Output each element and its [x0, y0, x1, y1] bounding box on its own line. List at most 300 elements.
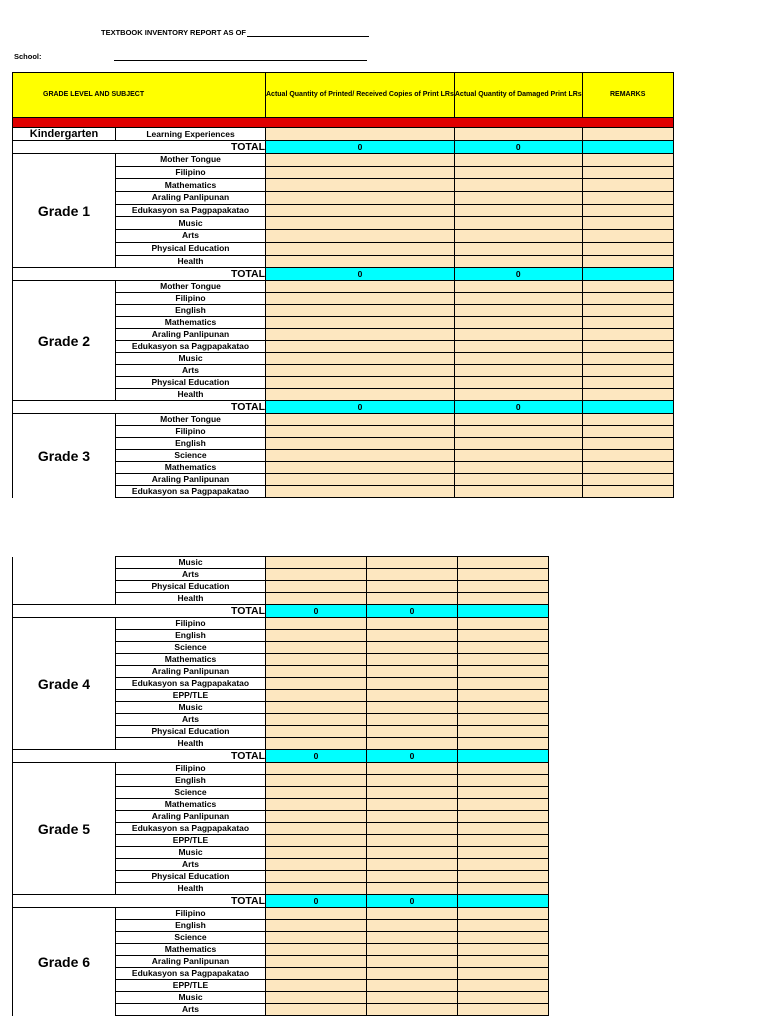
total-remarks [458, 605, 549, 618]
subject-name: Mother Tongue [116, 154, 266, 167]
damaged-qty-cell[interactable] [454, 414, 582, 426]
subject-name: Mathematics [116, 179, 266, 192]
subject-name: Music [116, 217, 266, 230]
remarks-cell[interactable] [458, 932, 549, 944]
received-qty-cell[interactable] [266, 980, 367, 992]
report-title: TEXTBOOK INVENTORY REPORT AS OF [101, 28, 247, 37]
subject-name: Music [116, 557, 266, 569]
remarks-cell[interactable] [458, 642, 549, 654]
received-qty-cell[interactable] [266, 166, 455, 179]
total-row [13, 895, 549, 908]
total-damaged: 0 [454, 141, 582, 154]
remarks-cell[interactable] [582, 305, 673, 317]
received-qty-cell[interactable] [266, 414, 455, 426]
subject-name: Science [116, 450, 266, 462]
col-header-actual-received: Actual Quantity of Printed/ Received Copies of Print LRs [266, 73, 455, 118]
subject-name: Music [116, 702, 266, 714]
damaged-qty-cell[interactable] [367, 992, 458, 1004]
remarks-cell[interactable] [458, 968, 549, 980]
subject-name: Edukasyon sa Pagpapakatao [116, 341, 266, 353]
received-qty-cell[interactable] [266, 128, 455, 141]
remarks-cell[interactable] [458, 835, 549, 847]
received-qty-cell[interactable] [266, 389, 455, 401]
subject-name: Arts [116, 365, 266, 377]
received-qty-cell[interactable] [266, 341, 455, 353]
damaged-qty-cell[interactable] [367, 859, 458, 871]
damaged-qty-cell[interactable] [367, 593, 458, 605]
remarks-cell[interactable] [458, 811, 549, 823]
school-label: School: [14, 52, 42, 61]
received-qty-cell[interactable] [266, 293, 455, 305]
subject-name: Edukasyon sa Pagpapakatao [116, 486, 266, 498]
subject-name: Araling Panlipunan [116, 474, 266, 486]
remarks-cell[interactable] [458, 1004, 549, 1016]
grade-label: Grade 4 [13, 618, 116, 750]
total-damaged: 0 [367, 605, 458, 618]
received-qty-cell[interactable] [266, 179, 455, 192]
received-qty-cell[interactable] [266, 775, 367, 787]
received-qty-cell[interactable] [266, 305, 455, 317]
remarks-cell[interactable] [582, 341, 673, 353]
received-qty-cell[interactable] [266, 192, 455, 205]
damaged-qty-cell[interactable] [454, 255, 582, 268]
grade-label: Grade 6 [13, 908, 116, 1016]
subject-name: Arts [116, 569, 266, 581]
received-qty-cell[interactable] [266, 883, 367, 895]
damaged-qty-cell[interactable] [367, 799, 458, 811]
total-damaged: 0 [367, 895, 458, 908]
received-qty-cell[interactable] [266, 920, 367, 932]
total-received: 0 [266, 268, 455, 281]
inventory-table-page-1 [12, 72, 674, 498]
damaged-qty-cell[interactable] [454, 329, 582, 341]
remarks-cell[interactable] [458, 666, 549, 678]
damaged-qty-cell[interactable] [367, 944, 458, 956]
damaged-qty-cell[interactable] [367, 823, 458, 835]
received-qty-cell[interactable] [266, 569, 367, 581]
remarks-cell[interactable] [458, 581, 549, 593]
red-separator-row [13, 118, 674, 128]
subject-name: Mathematics [116, 944, 266, 956]
received-qty-cell[interactable] [266, 968, 367, 980]
damaged-qty-cell[interactable] [454, 426, 582, 438]
remarks-cell[interactable] [582, 486, 673, 498]
remarks-cell[interactable] [582, 329, 673, 341]
total-damaged: 0 [367, 750, 458, 763]
damaged-qty-cell[interactable] [454, 389, 582, 401]
received-qty-cell[interactable] [266, 462, 455, 474]
received-qty-cell[interactable] [266, 726, 367, 738]
remarks-cell[interactable] [458, 980, 549, 992]
subject-name: Filipino [116, 618, 266, 630]
total-damaged: 0 [454, 268, 582, 281]
damaged-qty-cell[interactable] [454, 462, 582, 474]
col-header-actual-damaged: Actual Quantity of Damaged Print LRs [454, 73, 582, 118]
damaged-qty-cell[interactable] [454, 179, 582, 192]
total-label: TOTAL [116, 895, 266, 908]
subject-name: Physical Education [116, 726, 266, 738]
remarks-cell[interactable] [458, 714, 549, 726]
damaged-qty-cell[interactable] [454, 353, 582, 365]
grade-label: Grade 3 [13, 414, 116, 498]
remarks-cell[interactable] [458, 678, 549, 690]
remarks-cell[interactable] [458, 775, 549, 787]
received-qty-cell[interactable] [266, 908, 367, 920]
subject-row [13, 763, 549, 775]
subject-row [13, 414, 674, 426]
received-qty-cell[interactable] [266, 242, 455, 255]
total-received: 0 [266, 141, 455, 154]
remarks-cell[interactable] [582, 450, 673, 462]
damaged-qty-cell[interactable] [454, 128, 582, 141]
remarks-cell[interactable] [582, 217, 673, 230]
subject-name: English [116, 305, 266, 317]
received-qty-cell[interactable] [266, 763, 367, 775]
received-qty-cell[interactable] [266, 581, 367, 593]
remarks-cell[interactable] [458, 593, 549, 605]
inventory-table-page-2 [12, 556, 549, 1016]
subject-name: Physical Education [116, 581, 266, 593]
received-qty-cell[interactable] [266, 811, 367, 823]
remarks-cell[interactable] [458, 799, 549, 811]
damaged-qty-cell[interactable] [367, 763, 458, 775]
subject-row [13, 154, 674, 167]
grade-label: Grade 5 [13, 763, 116, 895]
subject-name: Edukasyon sa Pagpapakatao [116, 968, 266, 980]
received-qty-cell[interactable] [266, 630, 367, 642]
total-row [13, 750, 549, 763]
remarks-cell[interactable] [458, 738, 549, 750]
received-qty-cell[interactable] [266, 317, 455, 329]
subject-name: Mathematics [116, 462, 266, 474]
remarks-cell[interactable] [582, 365, 673, 377]
received-qty-cell[interactable] [266, 871, 367, 883]
subject-name: Filipino [116, 293, 266, 305]
received-qty-cell[interactable] [266, 593, 367, 605]
received-qty-cell[interactable] [266, 618, 367, 630]
remarks-cell[interactable] [582, 474, 673, 486]
received-qty-cell[interactable] [266, 992, 367, 1004]
subject-name: Filipino [116, 763, 266, 775]
header-row [13, 73, 674, 118]
remarks-cell[interactable] [582, 414, 673, 426]
damaged-qty-cell[interactable] [367, 811, 458, 823]
subject-name: Filipino [116, 908, 266, 920]
subject-name: EPP/TLE [116, 980, 266, 992]
remarks-cell[interactable] [458, 726, 549, 738]
subject-name: EPP/TLE [116, 835, 266, 847]
damaged-qty-cell[interactable] [454, 486, 582, 498]
damaged-qty-cell[interactable] [367, 630, 458, 642]
damaged-qty-cell[interactable] [367, 690, 458, 702]
remarks-cell[interactable] [582, 128, 673, 141]
remarks-cell[interactable] [458, 787, 549, 799]
subject-name: Physical Education [116, 377, 266, 389]
received-qty-cell[interactable] [266, 438, 455, 450]
damaged-qty-cell[interactable] [367, 738, 458, 750]
damaged-qty-cell[interactable] [454, 242, 582, 255]
damaged-qty-cell[interactable] [454, 204, 582, 217]
damaged-qty-cell[interactable] [367, 956, 458, 968]
total-remarks [458, 750, 549, 763]
subject-name: English [116, 920, 266, 932]
total-received: 0 [266, 605, 367, 618]
subject-row [13, 128, 674, 141]
date-blank-line [247, 36, 369, 37]
remarks-cell[interactable] [458, 690, 549, 702]
grade-label: Grade 2 [13, 281, 116, 401]
remarks-cell[interactable] [458, 883, 549, 895]
damaged-qty-cell[interactable] [454, 365, 582, 377]
damaged-qty-cell[interactable] [367, 569, 458, 581]
remarks-cell[interactable] [582, 230, 673, 243]
damaged-qty-cell[interactable] [367, 726, 458, 738]
remarks-cell[interactable] [582, 242, 673, 255]
remarks-cell[interactable] [582, 293, 673, 305]
received-qty-cell[interactable] [266, 154, 455, 167]
remarks-cell[interactable] [458, 859, 549, 871]
school-blank-line [114, 60, 367, 61]
total-row [13, 268, 674, 281]
subject-row [13, 281, 674, 293]
remarks-cell[interactable] [582, 166, 673, 179]
remarks-cell[interactable] [458, 992, 549, 1004]
damaged-qty-cell[interactable] [454, 230, 582, 243]
subject-row [13, 908, 549, 920]
subject-name: English [116, 438, 266, 450]
remarks-cell[interactable] [458, 823, 549, 835]
received-qty-cell[interactable] [266, 450, 455, 462]
subject-name: Physical Education [116, 871, 266, 883]
received-qty-cell[interactable] [266, 217, 455, 230]
remarks-cell[interactable] [582, 426, 673, 438]
grade-continued-cell [13, 557, 116, 605]
damaged-qty-cell[interactable] [454, 154, 582, 167]
total-label: TOTAL [116, 605, 266, 618]
received-qty-cell[interactable] [266, 944, 367, 956]
subject-name: Arts [116, 1004, 266, 1016]
subject-row [13, 618, 549, 630]
remarks-cell[interactable] [458, 569, 549, 581]
remarks-cell[interactable] [458, 702, 549, 714]
damaged-qty-cell[interactable] [367, 980, 458, 992]
received-qty-cell[interactable] [266, 255, 455, 268]
subject-row [13, 557, 549, 569]
damaged-qty-cell[interactable] [367, 847, 458, 859]
received-qty-cell[interactable] [266, 474, 455, 486]
damaged-qty-cell[interactable] [367, 702, 458, 714]
received-qty-cell[interactable] [266, 799, 367, 811]
received-qty-cell[interactable] [266, 835, 367, 847]
damaged-qty-cell[interactable] [367, 557, 458, 569]
remarks-cell[interactable] [458, 630, 549, 642]
damaged-qty-cell[interactable] [454, 317, 582, 329]
received-qty-cell[interactable] [266, 714, 367, 726]
subject-name: Health [116, 255, 266, 268]
damaged-qty-cell[interactable] [367, 618, 458, 630]
remarks-cell[interactable] [582, 353, 673, 365]
received-qty-cell[interactable] [266, 847, 367, 859]
remarks-cell[interactable] [582, 154, 673, 167]
received-qty-cell[interactable] [266, 787, 367, 799]
received-qty-cell[interactable] [266, 859, 367, 871]
damaged-qty-cell[interactable] [454, 474, 582, 486]
total-remarks [582, 141, 673, 154]
received-qty-cell[interactable] [266, 365, 455, 377]
total-remarks [458, 895, 549, 908]
received-qty-cell[interactable] [266, 932, 367, 944]
received-qty-cell[interactable] [266, 738, 367, 750]
subject-name: Araling Panlipunan [116, 811, 266, 823]
damaged-qty-cell[interactable] [367, 908, 458, 920]
subject-name: Mathematics [116, 317, 266, 329]
subject-name: Health [116, 389, 266, 401]
received-qty-cell[interactable] [266, 1004, 367, 1016]
subject-name: Health [116, 738, 266, 750]
remarks-cell[interactable] [458, 847, 549, 859]
total-label: TOTAL [116, 141, 266, 154]
received-qty-cell[interactable] [266, 654, 367, 666]
col-header-remarks: REMARKS [582, 73, 673, 118]
total-row [13, 605, 549, 618]
remarks-cell[interactable] [458, 763, 549, 775]
damaged-qty-cell[interactable] [367, 932, 458, 944]
damaged-qty-cell[interactable] [367, 678, 458, 690]
damaged-qty-cell[interactable] [454, 281, 582, 293]
received-qty-cell[interactable] [266, 557, 367, 569]
damaged-qty-cell[interactable] [367, 968, 458, 980]
total-label: TOTAL [116, 750, 266, 763]
subject-name: Mother Tongue [116, 414, 266, 426]
remarks-cell[interactable] [458, 944, 549, 956]
received-qty-cell[interactable] [266, 377, 455, 389]
received-qty-cell[interactable] [266, 353, 455, 365]
damaged-qty-cell[interactable] [367, 581, 458, 593]
received-qty-cell[interactable] [266, 678, 367, 690]
damaged-qty-cell[interactable] [367, 654, 458, 666]
received-qty-cell[interactable] [266, 666, 367, 678]
damaged-qty-cell[interactable] [454, 293, 582, 305]
subject-name: Health [116, 883, 266, 895]
total-label: TOTAL [116, 268, 266, 281]
total-row [13, 141, 674, 154]
subject-name: Science [116, 642, 266, 654]
damaged-qty-cell[interactable] [454, 192, 582, 205]
subject-name: Arts [116, 859, 266, 871]
received-qty-cell[interactable] [266, 956, 367, 968]
subject-name: Arts [116, 230, 266, 243]
remarks-cell[interactable] [582, 192, 673, 205]
total-received: 0 [266, 895, 367, 908]
subject-name: Science [116, 787, 266, 799]
subject-name: Araling Panlipunan [116, 666, 266, 678]
damaged-qty-cell[interactable] [454, 438, 582, 450]
damaged-qty-cell[interactable] [367, 642, 458, 654]
subject-name: Science [116, 932, 266, 944]
damaged-qty-cell[interactable] [367, 883, 458, 895]
received-qty-cell[interactable] [266, 204, 455, 217]
remarks-cell[interactable] [458, 956, 549, 968]
subject-name: Mathematics [116, 799, 266, 811]
total-remarks [582, 268, 673, 281]
subject-name: Health [116, 593, 266, 605]
remarks-cell[interactable] [458, 654, 549, 666]
damaged-qty-cell[interactable] [367, 920, 458, 932]
grade-label: Grade 1 [13, 154, 116, 268]
damaged-qty-cell[interactable] [454, 377, 582, 389]
damaged-qty-cell[interactable] [367, 666, 458, 678]
received-qty-cell[interactable] [266, 329, 455, 341]
remarks-cell[interactable] [582, 255, 673, 268]
subject-name: Music [116, 847, 266, 859]
damaged-qty-cell[interactable] [367, 871, 458, 883]
subject-name: Filipino [116, 166, 266, 179]
subject-name: EPP/TLE [116, 690, 266, 702]
total-received: 0 [266, 401, 455, 414]
received-qty-cell[interactable] [266, 281, 455, 293]
damaged-qty-cell[interactable] [367, 714, 458, 726]
remarks-cell[interactable] [458, 871, 549, 883]
damaged-qty-cell[interactable] [367, 835, 458, 847]
subject-name: Music [116, 992, 266, 1004]
damaged-qty-cell[interactable] [454, 450, 582, 462]
subject-name: Learning Experiences [116, 128, 266, 141]
damaged-qty-cell[interactable] [454, 305, 582, 317]
remarks-cell[interactable] [458, 557, 549, 569]
damaged-qty-cell[interactable] [367, 775, 458, 787]
remarks-cell[interactable] [458, 920, 549, 932]
remarks-cell[interactable] [458, 908, 549, 920]
received-qty-cell[interactable] [266, 230, 455, 243]
subject-name: Mother Tongue [116, 281, 266, 293]
remarks-cell[interactable] [582, 204, 673, 217]
damaged-qty-cell[interactable] [454, 341, 582, 353]
total-row [13, 401, 674, 414]
subject-name: Physical Education [116, 242, 266, 255]
subject-name: Music [116, 353, 266, 365]
damaged-qty-cell[interactable] [367, 1004, 458, 1016]
total-damaged: 0 [454, 401, 582, 414]
subject-name: Edukasyon sa Pagpapakatao [116, 204, 266, 217]
remarks-cell[interactable] [582, 462, 673, 474]
damaged-qty-cell[interactable] [454, 166, 582, 179]
remarks-cell[interactable] [458, 618, 549, 630]
remarks-cell[interactable] [582, 317, 673, 329]
damaged-qty-cell[interactable] [454, 217, 582, 230]
received-qty-cell[interactable] [266, 426, 455, 438]
subject-name: Edukasyon sa Pagpapakatao [116, 823, 266, 835]
subject-name: English [116, 775, 266, 787]
subject-name: Araling Panlipunan [116, 329, 266, 341]
received-qty-cell[interactable] [266, 690, 367, 702]
remarks-cell[interactable] [582, 179, 673, 192]
received-qty-cell[interactable] [266, 642, 367, 654]
subject-name: Araling Panlipunan [116, 192, 266, 205]
subject-name: Mathematics [116, 654, 266, 666]
remarks-cell[interactable] [582, 281, 673, 293]
subject-name: Arts [116, 714, 266, 726]
remarks-cell[interactable] [582, 377, 673, 389]
total-label: TOTAL [116, 401, 266, 414]
remarks-cell[interactable] [582, 389, 673, 401]
received-qty-cell[interactable] [266, 823, 367, 835]
received-qty-cell[interactable] [266, 702, 367, 714]
total-remarks [582, 401, 673, 414]
received-qty-cell[interactable] [266, 486, 455, 498]
damaged-qty-cell[interactable] [367, 787, 458, 799]
subject-name: Filipino [116, 426, 266, 438]
remarks-cell[interactable] [582, 438, 673, 450]
